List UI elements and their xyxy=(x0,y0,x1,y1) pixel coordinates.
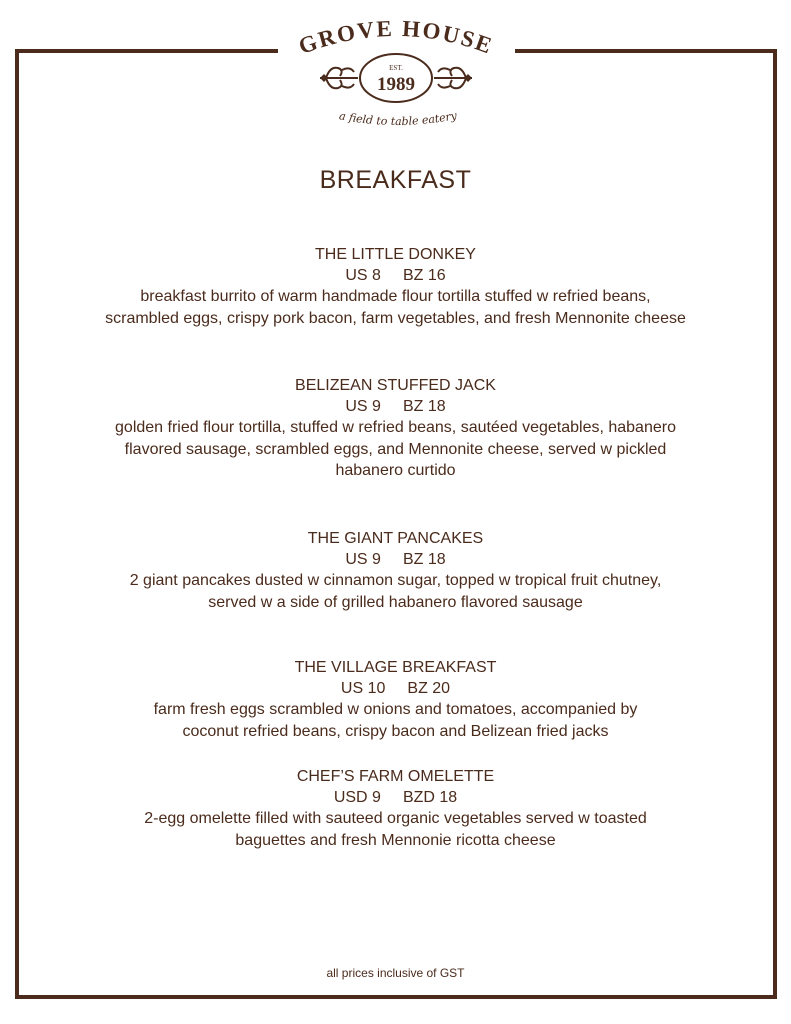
menu-item-description xyxy=(40,417,751,482)
menu-item-description xyxy=(40,699,751,742)
menu-item-name: THE LITTLE DONKEY xyxy=(315,246,476,263)
menu-item-name: BELIZEAN STUFFED JACK xyxy=(295,377,496,394)
menu-item-name: CHEF’S FARM OMELETTE xyxy=(296,768,495,785)
menu-item-description xyxy=(40,808,751,851)
price-us: US 9 xyxy=(345,398,381,415)
description-line: flavored sausage, scrambled eggs, and Mennonite cheese, served w pickled xyxy=(124,440,667,458)
frame-top-left-line xyxy=(15,49,278,53)
description-line: scrambled eggs, crispy pork bacon, farm vegetables, and fresh Mennonite cheese xyxy=(105,309,686,327)
description-line: 2 giant pancakes dusted w cinnamon sugar, topped w tropical fruit chutney, xyxy=(129,572,662,589)
frame-bottom-line xyxy=(15,995,777,999)
price-us: US 8 xyxy=(345,267,381,284)
menu-item-name: THE GIANT PANCAKES xyxy=(307,530,484,547)
price-bz: BZD 18 xyxy=(402,789,458,806)
logo-tagline xyxy=(338,109,459,128)
description-line: golden fried flour tortilla, stuffed w refried beans, sautéed vegetables, habanero xyxy=(115,419,676,436)
logo-name xyxy=(295,16,496,59)
price-note: all prices inclusive of GST xyxy=(326,966,465,980)
description-line: served w a side of grilled habanero flavored sausage xyxy=(208,593,583,611)
menu-item-description xyxy=(40,286,751,329)
menu-item-price xyxy=(40,396,751,417)
menu-item-price xyxy=(40,678,751,699)
menu-item-price xyxy=(40,265,751,286)
price-bz: BZ 18 xyxy=(402,551,446,568)
price-bz: BZ 16 xyxy=(402,267,446,284)
description-line: habanero curtido xyxy=(335,462,456,479)
price-bz: BZ 20 xyxy=(407,680,451,697)
description-line: 2-egg omelette filled with sauteed organic vegetables served w toasted xyxy=(144,810,647,827)
menu-item-name: THE VILLAGE BREAKFAST xyxy=(294,659,497,676)
logo-tagline-text: a field to table eatery xyxy=(338,109,458,129)
menu-item-price xyxy=(40,787,751,808)
logo-est: EST. xyxy=(389,64,403,72)
menu-item xyxy=(40,657,751,742)
price-us: US 10 xyxy=(340,680,386,697)
menu-item xyxy=(40,528,751,613)
menu-item-description xyxy=(40,570,751,613)
logo-name-text: GROVE HOUSE xyxy=(295,15,497,59)
frame-top-right-line xyxy=(515,49,777,53)
menu-title: BREAKFAST xyxy=(319,166,472,194)
menu-item xyxy=(40,375,751,482)
menu-item xyxy=(40,244,751,329)
price-bz: BZ 18 xyxy=(402,398,446,415)
menu-item xyxy=(40,766,751,851)
description-line: coconut refried beans, crispy bacon and Belizean fried jacks xyxy=(182,722,609,740)
description-line: farm fresh eggs scrambled w onions and tomatoes, accompanied by xyxy=(153,701,638,718)
description-line: baguettes and fresh Mennonie ricotta cheese xyxy=(235,831,556,849)
logo-year: 1989 xyxy=(377,74,415,95)
restaurant-logo xyxy=(280,12,512,137)
description-line: breakfast burrito of warm handmade flour tortilla stuffed w refried beans, xyxy=(140,288,651,305)
price-us: US 9 xyxy=(345,551,381,568)
menu-item-price xyxy=(40,549,751,570)
price-us: USD 9 xyxy=(333,789,381,806)
